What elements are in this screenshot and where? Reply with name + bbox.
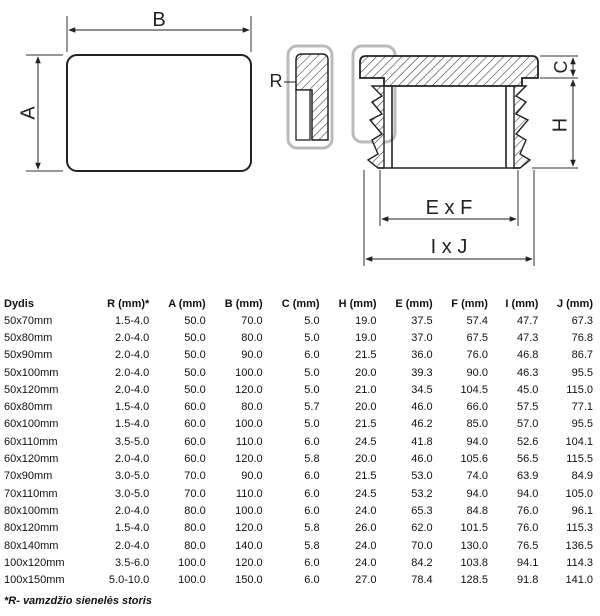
table-cell: 86.7 — [571, 349, 593, 362]
table-cell: 115.5 — [566, 453, 593, 466]
table-cell: 80.0 — [184, 504, 206, 517]
footnote: *R- vamzdžio sienelės storis — [4, 595, 152, 607]
table-cell: 2.0-4.0 — [115, 539, 150, 552]
column-header: C (mm) — [281, 297, 320, 310]
table-cell: 21.5 — [355, 418, 377, 431]
table-cell: 5.0 — [304, 314, 320, 327]
table-cell: 57.4 — [466, 314, 488, 327]
table-cell: 46.8 — [517, 349, 539, 362]
table-cell: 78.4 — [411, 574, 433, 587]
table-cell: 100.0 — [235, 504, 263, 517]
table-cell: 46.3 — [517, 366, 539, 379]
table-cell: 46.0 — [411, 453, 433, 466]
table-cell: 70.0 — [411, 539, 433, 552]
table-row — [2, 364, 598, 381]
table-cell: 57.0 — [517, 418, 539, 431]
table-cell: 24.0 — [355, 556, 377, 569]
column-header: F (mm) — [451, 297, 488, 310]
table-cell: 50x100mm — [4, 366, 59, 379]
table-cell: 36.0 — [411, 349, 433, 362]
table-cell: 52.6 — [517, 435, 539, 448]
table-cell: 67.3 — [571, 314, 593, 327]
table-cell: 60.0 — [184, 418, 206, 431]
table-cell: 57.5 — [517, 401, 539, 414]
table-cell: 5.0-10.0 — [108, 574, 150, 587]
table-cell: 150.0 — [235, 574, 263, 587]
table-row — [2, 450, 598, 467]
table-cell: 76.0 — [466, 349, 488, 362]
dimensions-table — [2, 295, 598, 589]
table-cell: 120.0 — [235, 383, 263, 396]
table-cell: 100x120mm — [4, 556, 65, 569]
table-cell: 37.0 — [411, 331, 433, 344]
table-cell: 95.5 — [571, 366, 593, 379]
table-cell: 80x100mm — [4, 504, 59, 517]
table-cell: 5.0 — [304, 418, 320, 431]
table-cell: 53.0 — [411, 470, 433, 483]
table-cell: 94.0 — [466, 435, 488, 448]
table-cell: 26.0 — [355, 522, 377, 535]
table-cell: 136.5 — [565, 539, 593, 552]
table-cell: 104.5 — [460, 383, 488, 396]
table-cell: 70x90mm — [4, 470, 53, 483]
table-cell: 24.0 — [355, 504, 377, 517]
table-cell: 120.0 — [235, 556, 263, 569]
table-cell: 74.0 — [466, 470, 488, 483]
table-cell: 76.0 — [517, 504, 539, 517]
table-cell: 41.8 — [411, 435, 433, 448]
table-cell: 5.0 — [304, 366, 320, 379]
table-cell: 70.0 — [184, 487, 206, 500]
label-r: R — [269, 70, 283, 91]
table-cell: 1.5-4.0 — [115, 314, 150, 327]
table-cell: 105.0 — [565, 487, 593, 500]
left-fins — [368, 86, 384, 168]
table-cell: 115.0 — [566, 383, 593, 396]
table-cell: 90.0 — [466, 366, 488, 379]
table-cell: 3.5-6.0 — [115, 556, 150, 569]
table-cell: 100.0 — [235, 418, 263, 431]
table-cell: 50x90mm — [4, 349, 53, 362]
table-cell: 21.0 — [355, 383, 377, 396]
table-cell: 2.0-4.0 — [115, 453, 150, 466]
table-cell: 60x120mm — [4, 453, 59, 466]
table-cell: 1.5-4.0 — [115, 418, 150, 431]
table-cell: 50x80mm — [4, 331, 53, 344]
table-cell: 50.0 — [184, 331, 206, 344]
table-cell: 6.0 — [304, 504, 320, 517]
table-cell: 77.1 — [571, 401, 593, 414]
table-cell: 50x70mm — [4, 314, 53, 327]
table-row — [2, 571, 598, 588]
table-cell: 6.0 — [304, 574, 320, 587]
table-cell: 85.0 — [466, 418, 488, 431]
table-cell: 34.5 — [411, 383, 433, 396]
table-cell: 80.0 — [184, 522, 206, 535]
table-cell: 76.8 — [571, 331, 593, 344]
table-cell: 47.3 — [517, 331, 539, 344]
table-row — [2, 381, 598, 398]
table-row — [2, 347, 598, 364]
table-cell: 3.0-5.0 — [115, 470, 150, 483]
table-cell: 115.3 — [566, 522, 593, 535]
table-cell: 6.0 — [304, 470, 320, 483]
table-cell: 60x80mm — [4, 401, 53, 414]
table-row — [2, 502, 598, 519]
plug-top-outline — [67, 55, 251, 171]
table-cell: 60.0 — [184, 453, 206, 466]
label-ef: E x F — [425, 197, 473, 219]
table-cell: 6.0 — [304, 349, 320, 362]
table-cell: 76.5 — [517, 539, 539, 552]
table-cell: 60.0 — [184, 401, 206, 414]
wall-thickness-detail — [270, 46, 333, 148]
table-cell: 5.0 — [304, 383, 320, 396]
table-cell: 21.5 — [355, 349, 377, 362]
table-cell: 94.1 — [517, 556, 539, 569]
table-cell: 100x150mm — [4, 574, 65, 587]
technical-drawing — [0, 0, 600, 280]
table-cell: 60x110mm — [4, 435, 58, 448]
table-cell: 6.0 — [304, 556, 320, 569]
right-fins — [514, 86, 530, 168]
table-cell: 50.0 — [184, 349, 206, 362]
table-cell: 104.1 — [565, 435, 593, 448]
table-cell: 19.0 — [355, 331, 377, 344]
table-cell: 50.0 — [184, 314, 206, 327]
label-ij: I x J — [430, 236, 468, 258]
table-cell: 84.9 — [571, 470, 593, 483]
table-cell: 65.3 — [411, 504, 433, 517]
table-row — [2, 485, 598, 502]
table-cell: 120.0 — [235, 522, 263, 535]
table-cell: 45.0 — [517, 383, 539, 396]
table-cell: 56.5 — [517, 453, 539, 466]
table-cell: 6.0 — [304, 487, 320, 500]
table-cell: 53.2 — [411, 487, 433, 500]
table-cell: 1.5-4.0 — [115, 522, 150, 535]
table-cell: 24.0 — [355, 539, 377, 552]
table-cell: 50x120mm — [4, 383, 59, 396]
table-cell: 60.0 — [184, 435, 206, 448]
table-cell: 95.5 — [571, 418, 593, 431]
table-cell: 80x140mm — [4, 539, 59, 552]
table-cell: 5.7 — [304, 401, 320, 414]
table-cell: 84.8 — [466, 504, 488, 517]
table-row — [2, 312, 598, 329]
table-cell: 105.6 — [460, 453, 488, 466]
column-header: J (mm) — [556, 297, 593, 310]
detail-tube-wall — [296, 90, 310, 140]
table-cell: 103.8 — [460, 556, 488, 569]
table-cell: 80x120mm — [4, 522, 59, 535]
table-cell: 2.0-4.0 — [115, 349, 150, 362]
table-cell: 110.0 — [235, 435, 263, 448]
table-cell: 100.0 — [235, 366, 263, 379]
table-cell: 91.8 — [517, 574, 539, 587]
table-cell: 94.0 — [517, 487, 539, 500]
table-cell: 46.2 — [411, 418, 433, 431]
table-row — [2, 520, 598, 537]
column-header: A (mm) — [168, 297, 206, 310]
table-cell: 3.5-5.0 — [115, 435, 150, 448]
table-row — [2, 329, 598, 346]
table-cell: 47.7 — [517, 314, 539, 327]
table-cell: 70.0 — [184, 470, 206, 483]
table-cell: 66.0 — [466, 401, 488, 414]
column-header: I (mm) — [505, 297, 539, 310]
table-cell: 20.0 — [355, 366, 377, 379]
table-cell: 5.8 — [304, 522, 320, 535]
table-cell: 62.0 — [411, 522, 433, 535]
table-cell: 70x110mm — [4, 487, 58, 500]
table-cell: 20.0 — [355, 453, 377, 466]
table-row — [2, 537, 598, 554]
table-cell: 5.8 — [304, 539, 320, 552]
table-cell: 27.0 — [355, 574, 377, 587]
table-cell: 24.5 — [355, 435, 377, 448]
label-c: C — [550, 60, 571, 74]
column-header: B (mm) — [224, 297, 263, 310]
label-a: A — [17, 106, 40, 120]
table-cell: 130.0 — [460, 539, 488, 552]
table-cell: 60x100mm — [4, 418, 59, 431]
table-cell: 20.0 — [355, 401, 377, 414]
table-cell: 80.0 — [184, 539, 206, 552]
table-header-row — [2, 295, 598, 312]
table-cell: 76.0 — [517, 522, 539, 535]
table-cell: 80.0 — [241, 401, 263, 414]
column-header: E (mm) — [395, 297, 433, 310]
column-header: R (mm)* — [107, 297, 150, 310]
table-row — [2, 468, 598, 485]
table-cell: 39.3 — [411, 366, 433, 379]
table-cell: 84.2 — [411, 556, 433, 569]
label-h: H — [549, 117, 572, 133]
table-row — [2, 416, 598, 433]
column-header: H (mm) — [338, 297, 377, 310]
table-row — [2, 398, 598, 415]
table-cell: 141.0 — [565, 574, 593, 587]
table-cell: 2.0-4.0 — [115, 331, 150, 344]
table-cell: 94.0 — [466, 487, 488, 500]
table-cell: 114.3 — [566, 556, 593, 569]
table-cell: 21.5 — [355, 470, 377, 483]
table-cell: 101.5 — [460, 522, 488, 535]
top-view — [17, 9, 251, 171]
label-b: B — [152, 9, 166, 31]
table-cell: 128.5 — [460, 574, 488, 587]
table-cell: 2.0-4.0 — [115, 383, 150, 396]
table-cell: 24.5 — [355, 487, 377, 500]
table-cell: 100.0 — [178, 556, 206, 569]
table-cell: 2.0-4.0 — [115, 366, 150, 379]
table-cell: 96.1 — [571, 504, 593, 517]
cap-section-body — [360, 56, 538, 86]
table-cell: 19.0 — [355, 314, 377, 327]
table-cell: 5.8 — [304, 453, 320, 466]
table-cell: 46.0 — [411, 401, 433, 414]
table-cell: 90.0 — [241, 470, 263, 483]
table-row — [2, 554, 598, 571]
table-cell: 120.0 — [235, 453, 263, 466]
column-header: Dydis — [4, 297, 34, 310]
table-cell: 5.0 — [304, 331, 320, 344]
table-cell: 70.0 — [241, 314, 263, 327]
table-cell: 100.0 — [178, 574, 206, 587]
table-cell: 2.0-4.0 — [115, 504, 150, 517]
table-cell: 1.5-4.0 — [115, 401, 150, 414]
table-cell: 110.0 — [235, 487, 263, 500]
table-cell: 6.0 — [304, 435, 320, 448]
table-cell: 80.0 — [241, 331, 263, 344]
table-cell: 37.5 — [411, 314, 433, 327]
table-cell: 63.9 — [517, 470, 539, 483]
table-cell: 90.0 — [241, 349, 263, 362]
table-cell: 140.0 — [235, 539, 263, 552]
table-row — [2, 433, 598, 450]
table-cell: 50.0 — [184, 383, 206, 396]
table-cell: 50.0 — [184, 366, 206, 379]
table-cell: 3.0-5.0 — [115, 487, 150, 500]
side-section-view — [353, 46, 578, 266]
table-cell: 67.5 — [466, 331, 488, 344]
